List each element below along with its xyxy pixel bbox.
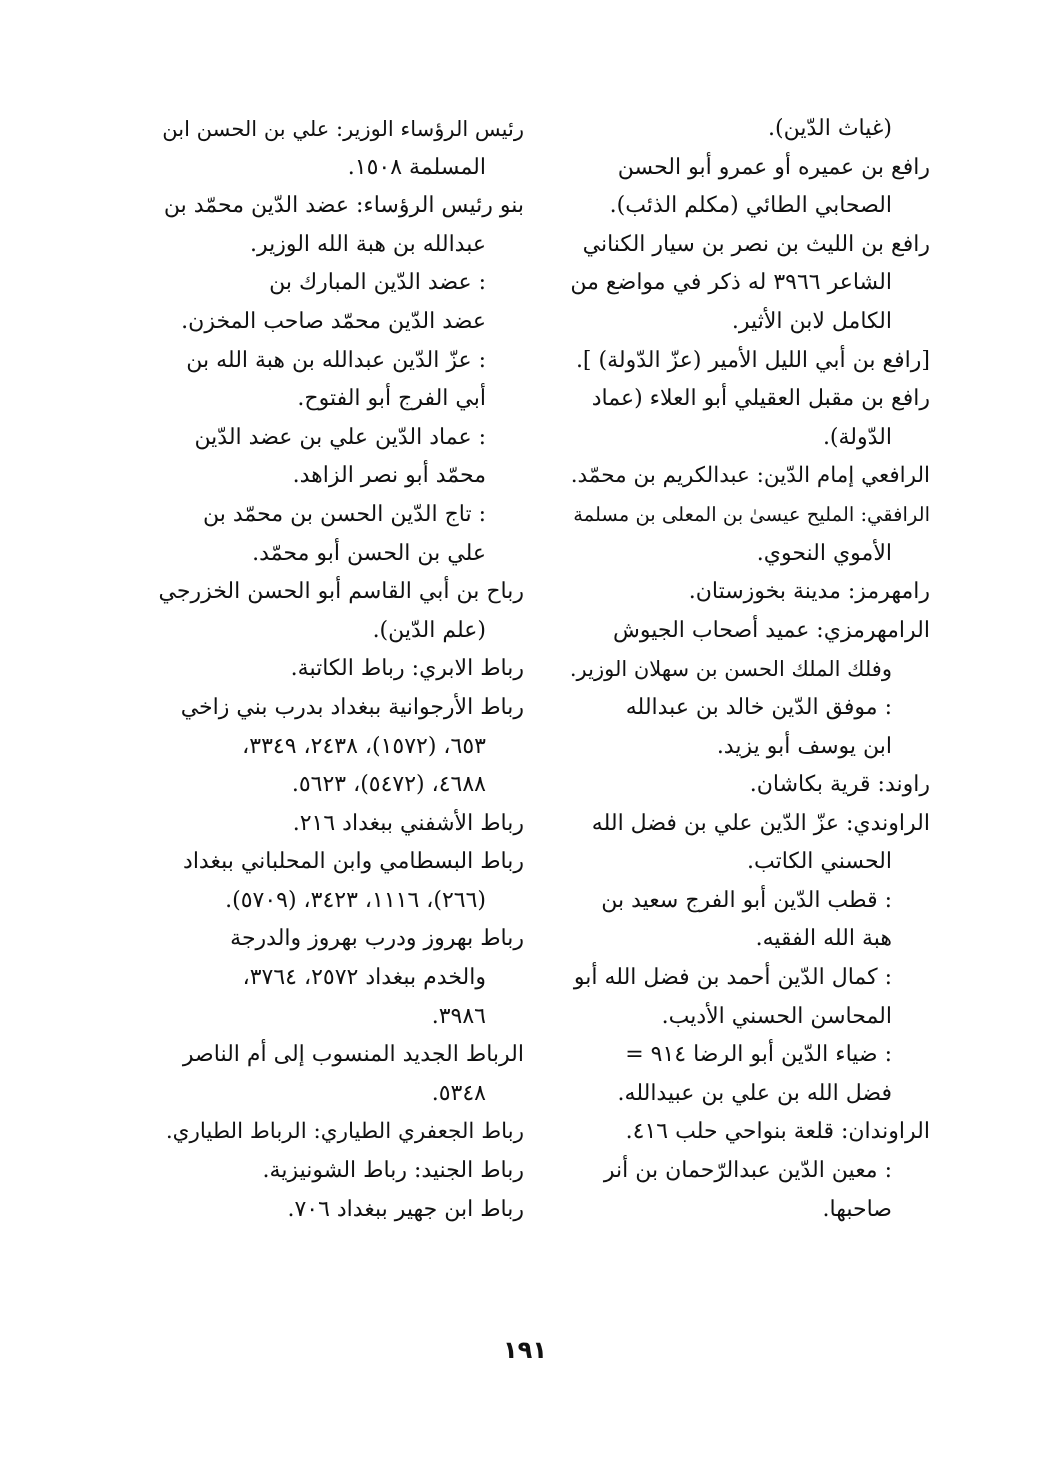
index-line: رباح بن أبي القاسم أبو الحسن الخزرجي <box>158 579 524 605</box>
index-line: رباط الجعفري الطياري: الرباط الطياري. <box>165 1119 524 1145</box>
index-line: (غياث الدّين). <box>768 116 892 141</box>
index-line: والخدم ببغداد ٢٥٧٢، ٣٧٦٤، <box>242 965 486 991</box>
index-line: ابن يوسف أبو يزيد. <box>716 733 892 759</box>
index-line: [رافع بن أبي الليل الأمير (عزّ الدّولة) ]. <box>575 347 930 373</box>
index-line: رئيس الرؤساء الوزير: علي بن الحسن ابن <box>162 117 524 141</box>
index-line: : كمال الدّين أحمد بن فضل الله أبو <box>573 965 892 991</box>
index-line: بنو رئيس الرؤساء: عضد الدّين محمّد بن <box>163 193 524 219</box>
index-line: الرامهرمزي: عميد أصحاب الجيوش <box>613 617 930 643</box>
index-line: المسلمة ١٥٠٨. <box>347 154 486 180</box>
index-line: الصحابي الطائي (مكلم الذئب). <box>609 193 892 219</box>
index-line: رافع بن عميره أو عمرو أبو الحسن <box>617 154 930 180</box>
index-line: رباط بهروز ودرب بهروز والدرجة <box>230 926 524 952</box>
index-line: ٥٣٤٨. <box>431 1080 486 1106</box>
page-number: ١٩١ <box>503 1336 547 1364</box>
index-line: فضل الله بن علي بن عبيدالله. <box>617 1080 892 1106</box>
index-line: محمّد أبو نصر الزاهد. <box>292 463 486 489</box>
index-line: : معين الدّين عبدالرّحمان بن أنر <box>603 1158 892 1184</box>
index-line: رباط ابن جهير ببغداد ٧٠٦. <box>287 1196 524 1222</box>
index-line: : موفق الدّين خالد بن عبدالله <box>625 694 892 720</box>
index-line: وفلك الملك الحسن بن سهلان الوزير. <box>570 657 892 682</box>
index-line: الشاعر ٣٩٦٦ له ذكر في مواضع من <box>570 270 892 296</box>
index-line: : قطب الدّين أبو الفرج سعيد بن <box>601 887 892 913</box>
index-line: الحسني الكاتب. <box>747 849 892 875</box>
left-column <box>158 110 524 1229</box>
index-line: رباط البسطامي وابن المحلباني ببغداد <box>183 849 524 875</box>
index-line: رباط الابري: رباط الكاتبة. <box>290 656 524 682</box>
index-line: رامهرمز: مدينة بخوزستان. <box>688 579 930 605</box>
index-line: عضد الدّين محمّد صاحب المخزن. <box>181 308 486 334</box>
index-line: الراوندي: عزّ الدّين علي بن فضل الله <box>591 810 930 836</box>
index-line: الدّولة). <box>822 424 892 450</box>
index-line: الرافقي: المليح عيسىٰ بن المعلى بن مسلمة <box>573 502 930 526</box>
index-line: ٦٥٣، (١٥٧٢)، ٢٤٣٨، ٣٣٤٩، <box>242 733 486 759</box>
index-line: (علم الدّين). <box>372 617 486 643</box>
index-line: الراوندان: قلعة بنواحي حلب ٤١٦. <box>625 1119 930 1145</box>
index-line: راوند: قرية بكاشان. <box>749 772 930 798</box>
index-line: المحاسن الحسني الأديب. <box>661 1003 892 1029</box>
index-line: الكامل لابن الأثير. <box>731 308 892 334</box>
index-line: : ضياء الدّين أبو الرضا ٩١٤ = <box>625 1042 892 1068</box>
index-line: رافع بن الليث بن نصر بن سيار الكناني <box>582 231 930 257</box>
index-line: الأموي النحوي. <box>756 540 892 566</box>
index-line: (٢٦٦)، ١١١٦، ٣٤٢٣، (٥٧٠٩). <box>225 887 486 913</box>
index-line: : تاج الدّين الحسن بن محمّد بن <box>202 501 486 527</box>
index-line: رباط الأشفني ببغداد ٢١٦. <box>292 810 524 836</box>
index-line: هبة الله الفقيه. <box>755 926 892 952</box>
index-line: ٤٦٨٨، (٥٤٧٢)، ٥٦٢٣. <box>291 772 486 798</box>
index-line: الرباط الجديد المنسوب إلى أم الناصر <box>182 1042 524 1068</box>
index-line: صاحبها. <box>822 1196 892 1222</box>
index-line: : عماد الدّين علي بن عضد الدّين <box>194 424 486 450</box>
index-line: أبي الفرج أبو الفتوح. <box>297 386 486 412</box>
index-line: ٣٩٨٦. <box>431 1003 486 1029</box>
right-column <box>570 110 930 1229</box>
index-line: : عضد الدّين المبارك بن <box>269 270 486 296</box>
index-line: رباط الجنيد: رباط الشونيزية. <box>262 1158 524 1184</box>
index-line: الرافعي إمام الدّين: عبدالكريم بن محمّد. <box>570 463 930 489</box>
index-line: رباط الأرجوانية ببغداد بدرب بني زاخي <box>180 694 524 720</box>
index-line: رافع بن مقبل العقيلي أبو العلاء (عماد <box>591 386 930 412</box>
index-line: علي بن الحسن أبو محمّد. <box>252 540 486 566</box>
index-line: عبدالله بن هبة الله الوزير. <box>249 231 486 257</box>
index-line: : عزّ الدّين عبدالله بن هبة الله بن <box>186 347 486 373</box>
